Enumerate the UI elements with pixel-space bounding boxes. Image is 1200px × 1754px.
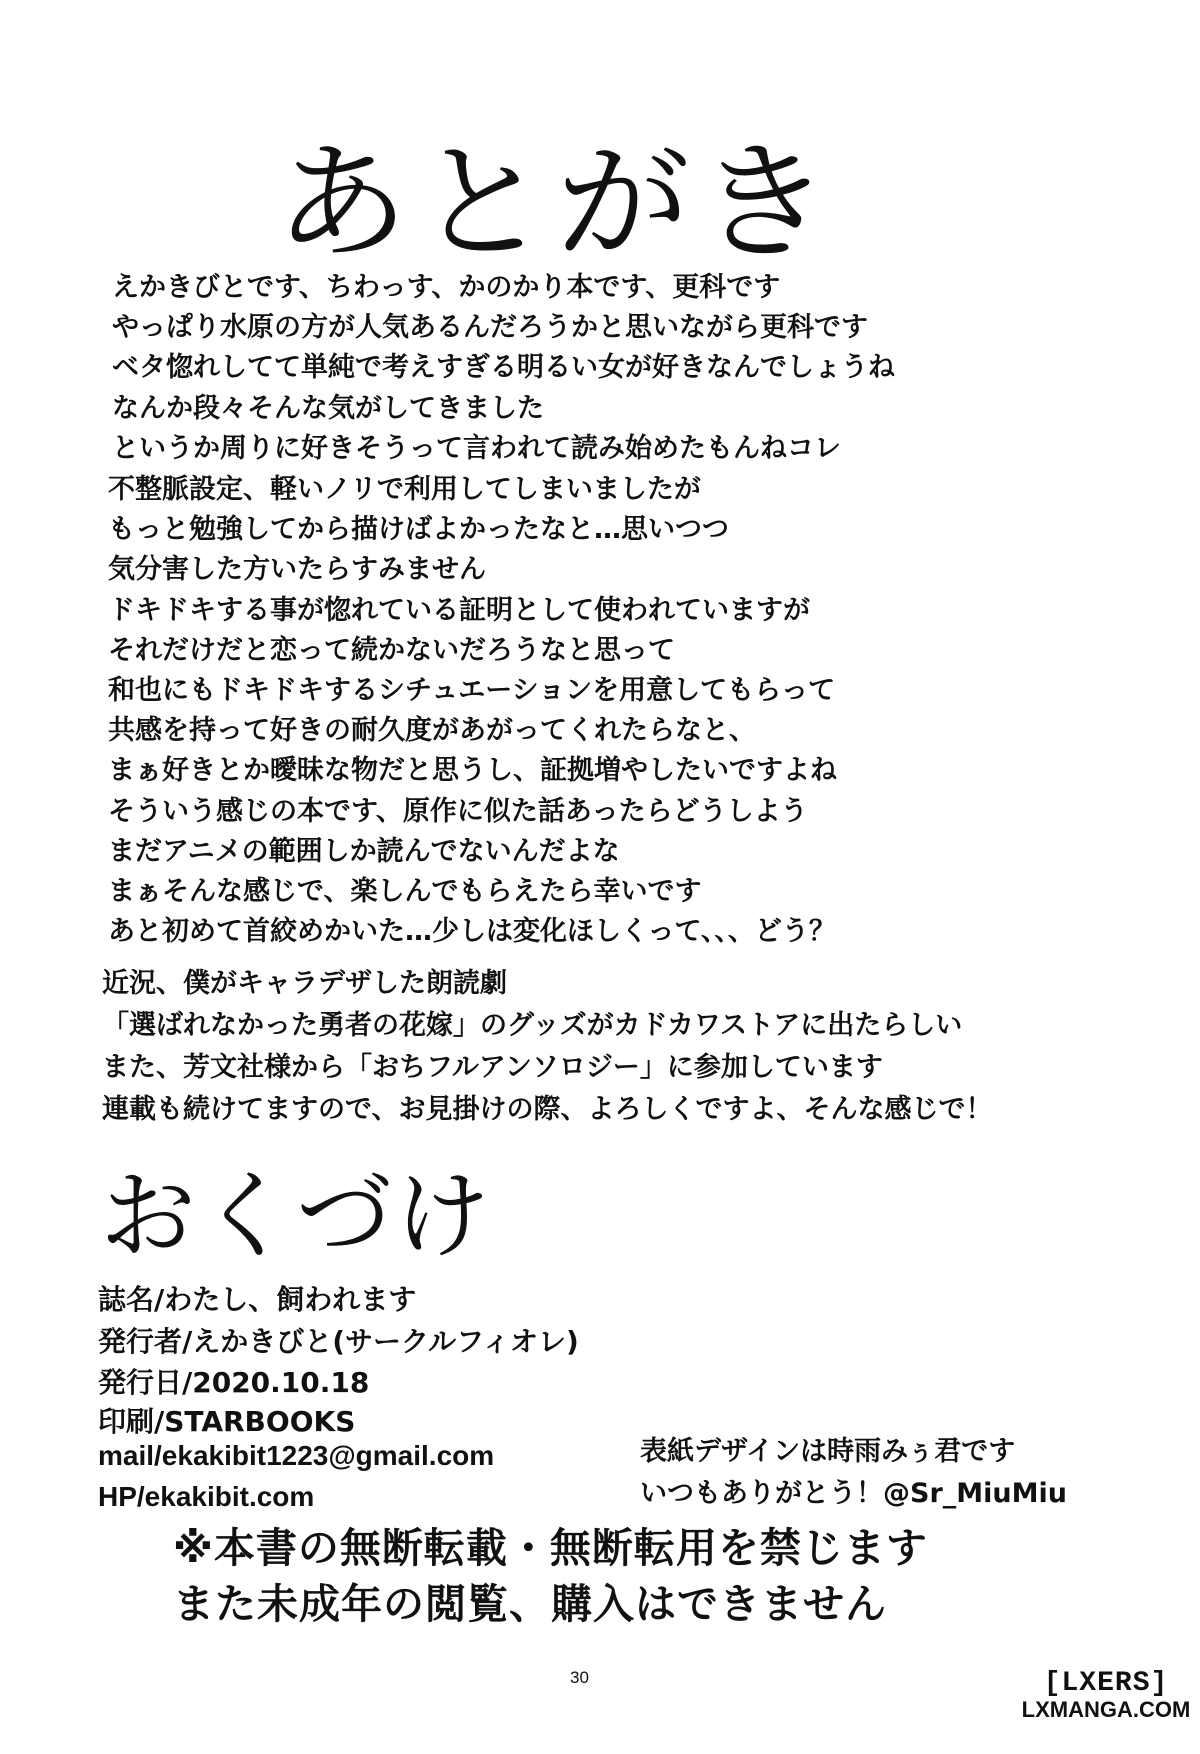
- watermark-top: [LXERS]: [1043, 1668, 1169, 1699]
- notice-line: ※本書の無断転載・無断転用を禁じます: [173, 1524, 928, 1572]
- colophon-printer: 印刷/STARBOOKS: [98, 1405, 356, 1438]
- text-line: なんか段々そんな気がしてきました: [112, 392, 544, 424]
- text-line: ドキドキする事が惚れている証明として使われていますが: [108, 594, 810, 626]
- text-line: 不整脈設定、軽いノリで利用してしまいましたが: [108, 474, 701, 505]
- site-watermark: [1016, 1668, 1196, 1723]
- afterword-paragraph-2: [108, 470, 837, 952]
- text-line: まだアニメの範囲しか読んでないんだよな: [108, 835, 620, 867]
- text-line: 共感を持って好きの耐久度があがってくれたらなと、: [108, 715, 756, 747]
- text-line: 気分害した方いたらすみません: [108, 554, 486, 586]
- page-number: 30: [570, 1668, 589, 1687]
- colophon-publisher: 発行者/えかきびと(サークルフィオレ): [98, 1325, 579, 1358]
- colophon-homepage: HP/ekakibit.com: [98, 1481, 315, 1512]
- text-line: ベタ惚れしてて単純で考えすぎる明るい女が好きなんでしょうね: [112, 352, 895, 384]
- text-line: 連載も続けてますので、お見掛けの際、よろしくですよ、そんな感じで！: [102, 1094, 993, 1125]
- watermark-bottom: LXMANGA.COM: [1021, 1697, 1191, 1722]
- cover-design-credits: [640, 1431, 1067, 1515]
- notice-line: また未成年の閲覧、購入はできません: [173, 1580, 887, 1628]
- colophon-book-title: 誌名/わたし、飼われます: [98, 1283, 417, 1316]
- colophon-title: おくづけ: [100, 1160, 492, 1272]
- colophon-date: 発行日/2020.10.18: [98, 1366, 370, 1399]
- text-line: 近況、僕がキャラデザした朗読劇: [102, 968, 507, 999]
- afterword-paragraph-3: [102, 963, 992, 1131]
- text-line: 「選ばれなかった勇者の花嫁」のグッズがカドカワストアに出たらしい: [102, 1010, 963, 1041]
- text-line: それだけだと恋って続かないだろうなと思って: [108, 634, 675, 666]
- text-line: 和也にもドキドキするシチュエーションを用意してもらって: [108, 675, 836, 707]
- text-line: まぁそんな感じで、楽しんでもらえたら幸いです: [108, 876, 702, 908]
- text-line: あと初めて首絞めかいた…少しは変化ほしくって、、、どう？: [108, 916, 836, 948]
- text-line: えかきびとです、ちわっす、かのかり本です、更科です: [112, 272, 781, 303]
- afterword-title: あとがき: [274, 129, 838, 278]
- text-line: やっぱり水原の方が人気あるんだろうかと思いながら更科です: [112, 312, 868, 344]
- afterword-paragraph-1: [112, 268, 895, 469]
- copyright-notice: [173, 1520, 928, 1632]
- colophon-mail: mail/ekakibit1223@gmail.com: [98, 1440, 495, 1471]
- text-line: まぁ好きとか曖昧な物だと思うし、証拠増やしたいですよね: [108, 755, 837, 787]
- text-line: もっと勉強してから描けばよかったなと…思いつつ: [108, 514, 729, 546]
- text-line: というか周りに好きそうって言われて読み始めたもんねコレ: [112, 432, 841, 464]
- text-line: そういう感じの本です、原作に似た話あったらどうしよう: [108, 795, 808, 827]
- credit-line: 表紙デザインは時雨みぅ君です: [640, 1436, 1016, 1467]
- text-line: また、芳文社様から「おちフルアンソロジー」に参加しています: [102, 1052, 883, 1083]
- credit-line: いつもありがとう！@Sr_MiuMiu: [640, 1478, 1067, 1509]
